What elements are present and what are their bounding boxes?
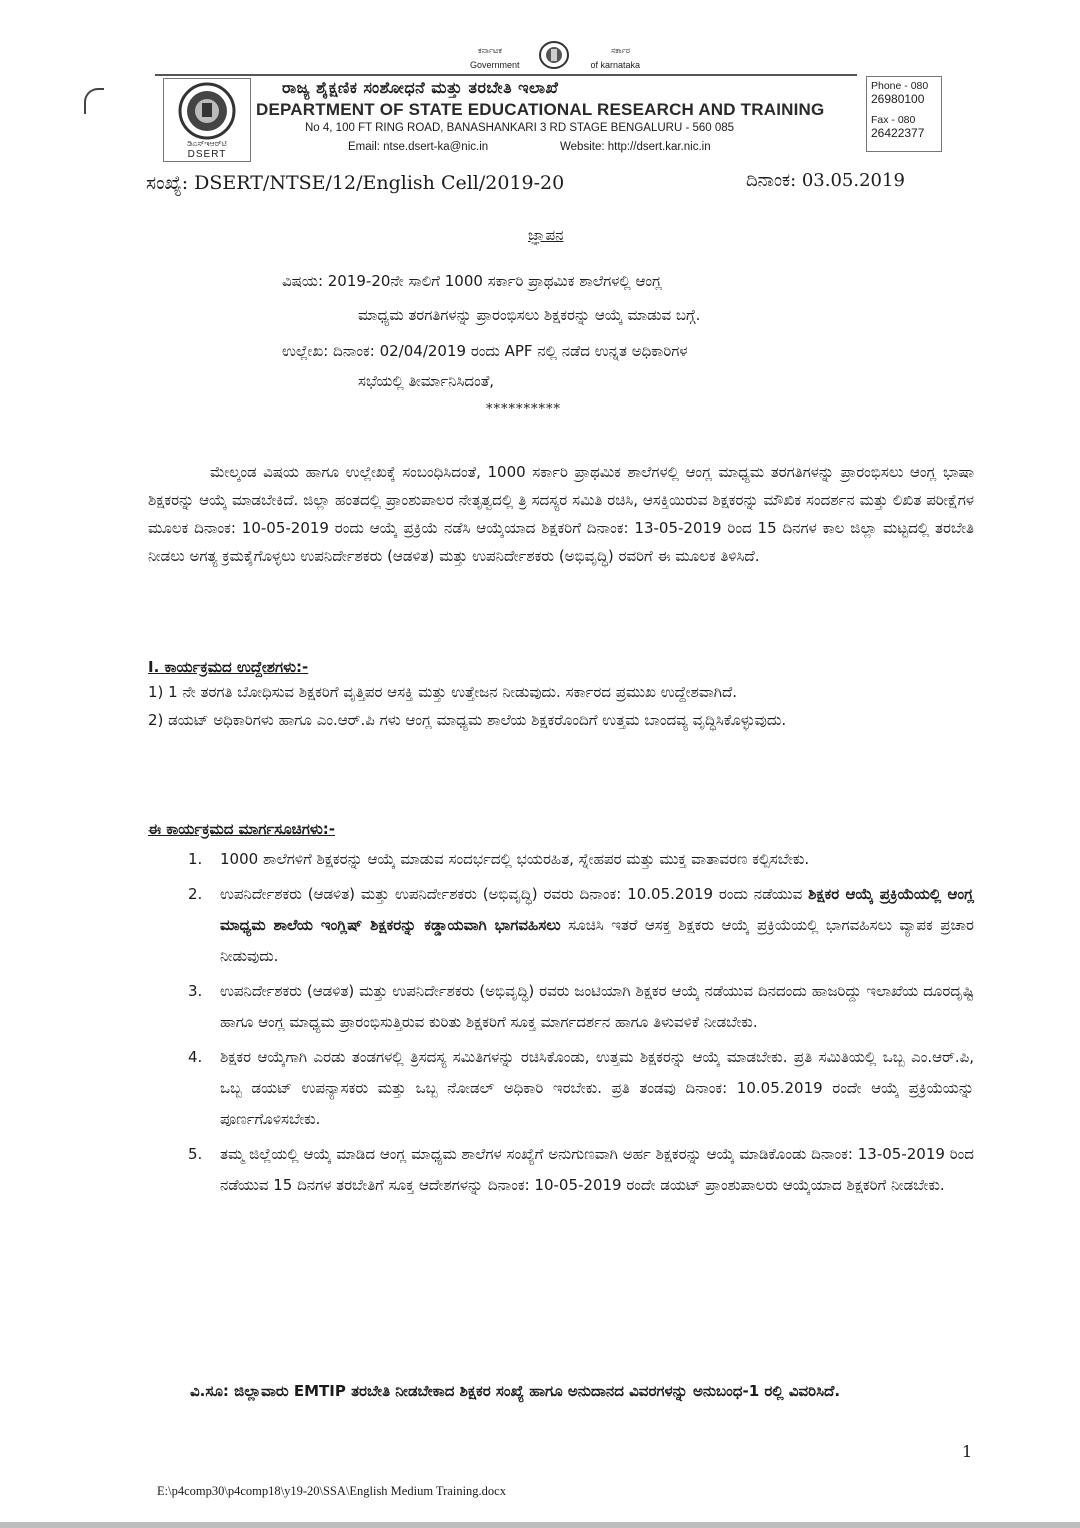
guideline-number: 5.: [188, 1145, 203, 1163]
guideline-text: ಉಪನಿರ್ದೇಶಕರು (ಆಡಳಿತ) ಮತ್ತು ಉಪನಿರ್ದೇಶಕರು (ಅಭಿವೃದ್ಧಿ) ರವರು ಜಂಟಿಯಾಗಿ ಶಿಕ್ಷಕರ ಆಯ್ಕೆ ನಡೆಯುವ ದಿನದಂದು ಹಾಜರಿದ್ದು ಇಲಾಖೆಯ ದೂರದೃಷ್ಟಿ ಹಾಗೂ ಆಂಗ್ಲ ಮಾಧ್ಯಮ ಪ್ರಾರಂಭಿಸುತ್ತಿರುವ ಕುರಿತು ಶಿಕ್ಷಕರಿಗೆ ಸೂಕ್ತ ಮಾರ್ಗದರ್ಶನ ಹಾಗೂ ತಿಳುವಳಿಕೆ ನೀಡಬೇಕು.: [220, 982, 974, 1031]
department-email: Email: ntse.dsert-ka@nic.in: [348, 141, 489, 153]
fax-number: 26422377: [871, 126, 925, 140]
gov-kn-right: ಸರ್ಕಾರ: [610, 46, 630, 55]
gov-en-right: of karnataka: [590, 60, 640, 70]
contact-box: [866, 76, 942, 152]
gov-en-left: Government: [470, 60, 520, 70]
dsert-seal-icon: [164, 81, 250, 141]
subject-line-2: ಮಾಧ್ಯಮ ತರಗತಿಗಳನ್ನು ಪ್ರಾರಂಭಿಸಲು ಶಿಕ್ಷಕರನ್ನು ಆಯ್ಕೆ ಮಾಡುವ ಬಗ್ಗೆ.: [358, 306, 701, 324]
page-edge-mark: [84, 88, 104, 114]
subject-line-1: ವಿಷಯ: 2019-20ನೇ ಸಾಲಿಗೆ 1000 ಸರ್ಕಾರಿ ಪ್ರಾಥಮಿಕ ಶಾಲೆಗಳಲ್ಲಿ ಆಂಗ್ಲ: [282, 272, 662, 290]
guideline-emphasis: ಶಿಕ್ಷಕರ ಆಯ್ಕೆ ಪ್ರಕ್ರಿಯೆಯಲ್ಲಿ ಆಂಗ್ಲ ಮಾಧ್ಯಮ ಶಾಲೆಯ ಇಂಗ್ಲಿಷ್ ಶಿಕ್ಷಕರನ್ನು ಕಡ್ಡಾಯವಾಗಿ ಭಾಗವಹಿಸಲು: [220, 885, 974, 934]
reference-line-1: ಉಲ್ಲೇಖ: ದಿನಾಂಕ: 02/04/2019 ರಂದು APF ನಲ್ಲಿ ನಡೆದ ಉನ್ನತ ಅಧಿಕಾರಿಗಳ: [282, 342, 688, 360]
reference-line-2: ಸಭೆಯಲ್ಲಿ ತೀರ್ಮಾನಿಸಿದಂತೆ,: [358, 372, 495, 390]
guideline-text: ಸೂಚಿಸಿ ಇತರೆ ಆಸಕ್ತ ಶಿಕ್ಷಕರು ಆಯ್ಕೆ ಪ್ರಕ್ರಿಯೆಯಲ್ಲಿ ಭಾಗವಹಿಸಲು ವ್ಯಾಪಕ ಪ್ರಚಾರ ನೀಡುವುದು.: [220, 916, 974, 965]
guideline-item: [148, 976, 974, 1038]
guidelines-heading: ಈ ಕಾರ್ಯಕ್ರಮದ ಮಾರ್ಗಸೂಚಿಗಳು:-: [148, 820, 335, 838]
department-name-english: DEPARTMENT OF STATE EDUCATIONAL RESEARCH AND TRAINING: [256, 100, 825, 119]
scan-bottom-edge: [0, 1522, 1080, 1528]
body-paragraph: ಮೇಲ್ಕಂಡ ವಿಷಯ ಹಾಗೂ ಉಲ್ಲೇಖಕ್ಕೆ ಸಂಬಂಧಿಸಿದಂತೆ, 1000 ಸರ್ಕಾರಿ ಪ್ರಾಥಮಿಕ ಶಾಲೆಗಳಲ್ಲಿ ಆಂಗ್ಲ ಮಾಧ್ಯಮ ತರಗತಿಗಳನ್ನು ಪ್ರಾರಂಭಿಸಲು ಆಂಗ್ಲ ಭಾಷಾ ಶಿಕ್ಷಕರನ್ನು ಆಯ್ಕೆ ಮಾಡಬೇಕಿದೆ. ಜಿಲ್ಲಾ ಹಂತದಲ್ಲಿ ಪ್ರಾಂಶುಪಾಲರ ನೇತೃತ್ವದಲ್ಲಿ ತ್ರಿ ಸದಸ್ಯರ ಸಮಿತಿ ರಚಿಸಿ, ಆಸಕ್ತಿಯಿರುವ ಶಿಕ್ಷಕರನ್ನು ಮೌಖಿಕ ಸಂದರ್ಶನ ಮತ್ತು ಲಿಖಿತ ಪರೀಕ್ಷೆಗಳ ಮೂಲಕ ದಿನಾಂಕ: 10-05-2019 ರಂದು ಆಯ್ಕೆ ಪ್ರಕ್ರಿಯೆ ನಡೆಸಿ ಆಯ್ಕೆಯಾದ ಶಿಕ್ಷಕರಿಗೆ ದಿನಾಂಕ: 13-05-2019 ರಿಂದ 15 ದಿನಗಳ ಕಾಲ ಜಿಲ್ಲಾ ಮಟ್ಟದಲ್ಲಿ ತರಬೇತಿ ನೀಡಲು ಅಗತ್ಯ ಕ್ರಮಕೈಗೊಳ್ಳಲು ಉಪನಿರ್ದೇಶಕರು (ಆಡಳಿತ) ಮತ್ತು ಉಪನಿರ್ದೇಶಕರು (ಅಭಿವೃದ್ಧಿ) ರವರಿಗೆ ಈ ಮೂಲಕ ತಿಳಿಸಿದೆ.: [148, 463, 974, 565]
guideline-text: 1000 ಶಾಲೆಗಳಿಗೆ ಶಿಕ್ಷಕರನ್ನು ಆಯ್ಕೆ ಮಾಡುವ ಸಂದರ್ಭದಲ್ಲಿ ಭಯರಹಿತ, ಸ್ನೇಹಪರ ಮತ್ತು ಮುಕ್ತ ವಾತಾವರಣ ಕಲ್ಪಿಸಬೇಕು.: [220, 850, 810, 868]
guideline-text: ಉಪನಿರ್ದೇಶಕರು (ಆಡಳಿತ) ಮತ್ತು ಉಪನಿರ್ದೇಶಕರು (ಅಭಿವೃದ್ಧಿ) ರವರು ದಿನಾಂಕ: 10.05.2019 ರಂದು ನಡೆಯುವ: [220, 885, 809, 903]
objective-item: 2) ಡಯಟ್ ಅಧಿಕಾರಿಗಳು ಹಾಗೂ ಎಂ.ಆರ್.ಪಿ ಗಳು ಆಂಗ್ಲ ಮಾಧ್ಯಮ ಶಾಲೆಯ ಶಿಕ್ಷಕರೊಂದಿಗೆ ಉತ್ತಮ ಬಾಂದವ್ಯ ವೃದ್ಧಿಸಿಕೊಳ್ಳುವುದು.: [148, 711, 787, 729]
department-name-kannada: ರಾಜ್ಯ ಶೈಕ್ಷಣಿಕ ಸಂಶೋಧನೆ ಮತ್ತು ತರಬೇತಿ ಇಲಾಖೆ: [282, 78, 559, 97]
logo-caption-en: DSERT: [187, 149, 227, 160]
logo-caption-kn: ಡಿಎಸ್ಇಆರ್‌ಟಿ: [187, 139, 227, 148]
separator-stars: **********: [486, 402, 561, 417]
guidelines-list: [148, 844, 974, 1205]
objectives-list: [148, 678, 974, 734]
dsert-logo: [163, 78, 251, 162]
guideline-item: [148, 1139, 974, 1201]
guideline-number: 4.: [188, 1048, 203, 1066]
department-website: Website: http://dsert.kar.nic.in: [560, 141, 711, 153]
guideline-number: 3.: [188, 982, 203, 1000]
guideline-number: 2.: [188, 885, 203, 903]
file-path-footer: E:\p4comp30\p4comp18\y19-20\SSA\English Medium Training.docx: [157, 1484, 506, 1498]
note-paragraph: ವಿ.ಸೂ: ಜಿಲ್ಲಾವಾರು EMTIP ತರಬೇತಿ ನೀಡಬೇಕಾದ ಶಿಕ್ಷಕರ ಸಂಖ್ಯೆ ಹಾಗೂ ಅನುದಾನದ ವಿವರಗಳನ್ನು ಅನುಬಂಧ-1 ರಲ್ಲಿ ವಿವರಿಸಿದೆ.: [190, 1382, 841, 1400]
memo-title: ಜ್ಞಾಪನ: [528, 226, 564, 244]
guideline-number: 1.: [188, 850, 203, 868]
guideline-item: [148, 844, 974, 875]
objectives-heading: I. ಕಾರ್ಯಕ್ರಮದ ಉದ್ದೇಶಗಳು:-: [148, 658, 309, 676]
gov-kn-left: ಕರ್ನಾಟಕ: [478, 46, 502, 55]
guideline-text: ಶಿಕ್ಷಕರ ಆಯ್ಕೆಗಾಗಿ ಎರಡು ತಂಡಗಳಲ್ಲಿ ತ್ರಿಸದಸ್ಯ ಸಮಿತಿಗಳನ್ನು ರಚಿಸಿಕೊಂಡು, ಉತ್ತಮ ಶಿಕ್ಷಕರನ್ನು ಆಯ್ಕೆ ಮಾಡಬೇಕು. ಪ್ರತಿ ಸಮಿತಿಯಲ್ಲಿ ಒಬ್ಬ ಎಂ.ಆರ್.ಪಿ, ಒಬ್ಬ ಡಯಟ್ ಉಪನ್ಯಾಸಕರು ಮತ್ತು ಒಬ್ಬ ನೋಡಲ್ ಅಧಿಕಾರಿ ಇರಬೇಕು. ಪ್ರತಿ ತಂಡವು ದಿನಾಂಕ: 10.05.2019 ರಂದೇ ಆಯ್ಕೆ ಪ್ರಕ್ರಿಯೆಯನ್ನು ಪೂರ್ಣಗೊಳಿಸಬೇಕು.: [220, 1048, 974, 1128]
guideline-item: [148, 879, 974, 972]
reference-date: ದಿನಾಂಕ: 03.05.2019: [746, 170, 905, 191]
guideline-item: [148, 1042, 974, 1135]
reference-number: ಸಂಖ್ಯೆ: DSERT/NTSE/12/English Cell/2019-20: [146, 172, 565, 194]
phone-number: 26980100: [871, 92, 925, 106]
government-emblem-row: [470, 40, 640, 74]
fax-label: Fax - 080: [871, 114, 916, 126]
guideline-text: ತಮ್ಮ ಜಿಲ್ಲೆಯಲ್ಲಿ ಆಯ್ಕೆ ಮಾಡಿದ ಆಂಗ್ಲ ಮಾಧ್ಯಮ ಶಾಲೆಗಳ ಸಂಖ್ಯೆಗೆ ಅನುಗುಣವಾಗಿ ಅರ್ಹ ಶಿಕ್ಷಕರನ್ನು ಆಯ್ಕೆ ಮಾಡಿಕೊಂಡು ದಿನಾಂಕ: 13-05-2019 ರಿಂದ ನಡೆಯುವ 15 ದಿನಗಳ ತರಬೇತಿಗೆ ಸೂಕ್ತ ಆದೇಶಗಳನ್ನು ದಿನಾಂಕ: 10-05-2019 ರಂದೇ ಡಯಟ್ ಪ್ರಾಂಶುಪಾಲರು ಆಯ್ಕೆಯಾದ ಶಿಕ್ಷಕರಿಗೆ ನೀಡಬೇಕು.: [220, 1145, 974, 1194]
phone-label: Phone - 080: [871, 80, 929, 92]
karnataka-emblem-icon: [536, 40, 572, 70]
page-number: 1: [962, 1442, 973, 1461]
objective-item: 1) 1 ನೇ ತರಗತಿ ಬೋಧಿಸುವ ಶಿಕ್ಷಕರಿಗೆ ವೃತ್ತಿಪರ ಆಸಕ್ತಿ ಮತ್ತು ಉತ್ತೇಜನ ನೀಡುವುದು. ಸರ್ಕಾರದ ಪ್ರಮುಖ ಉದ್ದೇಶವಾಗಿದೆ.: [148, 683, 738, 701]
department-address: No 4, 100 FT RING ROAD, BANASHANKARI 3 RD STAGE BENGALURU - 560 085: [305, 122, 735, 134]
